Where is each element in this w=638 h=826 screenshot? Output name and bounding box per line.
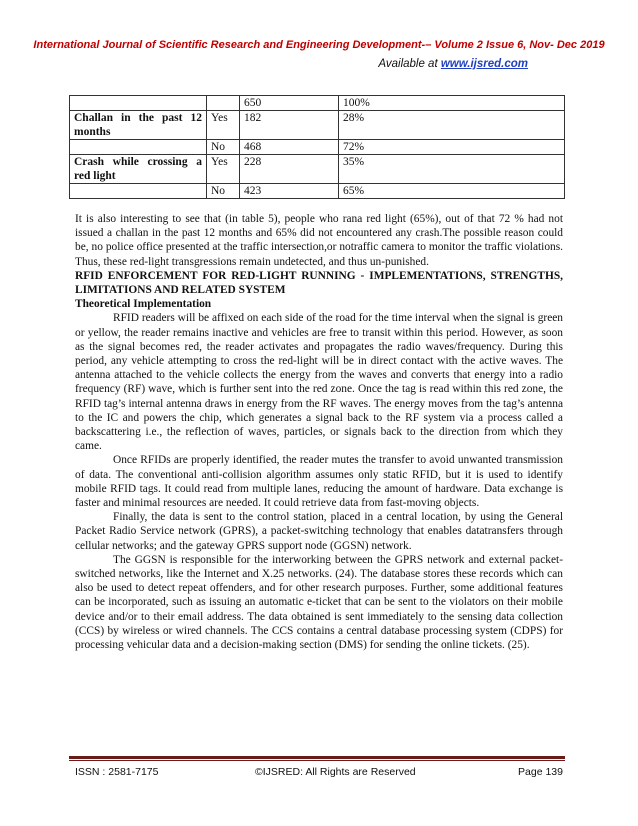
footer-divider	[69, 756, 565, 759]
table-cell-count: 423	[240, 184, 339, 199]
table-cell-label	[70, 140, 207, 155]
table-cell-percent: 35%	[339, 155, 565, 184]
section-heading: RFID ENFORCEMENT FOR RED-LIGHT RUNNING - IMPLEMENTATIONS, STRENGTHS, LIMITATIONS AND RELATED SYSTEM	[75, 269, 563, 297]
table-cell-answer: Yes	[207, 155, 240, 184]
footer-page-number: Page 139	[518, 766, 563, 778]
footer-issn: ISSN : 2581-7175	[75, 766, 159, 778]
subsection-heading: Theoretical Implementation	[75, 298, 212, 311]
table-cell-answer	[207, 96, 240, 111]
table-cell-count: 182	[240, 111, 339, 140]
availability-line	[378, 58, 528, 70]
journal-website-link[interactable]: www.ijsred.com	[440, 58, 528, 70]
table-cell-percent: 28%	[339, 111, 565, 140]
table-cell-answer: No	[207, 140, 240, 155]
table-cell-count: 228	[240, 155, 339, 184]
table-cell-answer: No	[207, 184, 240, 199]
table-cell-label: Crash while crossing a red light	[70, 155, 207, 184]
available-label: Available at	[378, 58, 441, 70]
table-cell-count: 650	[240, 96, 339, 111]
paragraph-ggsn: The GGSN is responsible for the interworking between the GPRS network and external packet-switched networks, like the Internet and X.25 networks. (24). The database stores these records which can also be used to detect repeat offenders, and for other research purposes. Further, some additional features can be incorporated, such as issuing an automatic e-ticket that can be sent to the violators on their mobile device and/or to their email address. The data obtained is sent immediately to the sensing data collection (CCS) by wireless or wired channels. The CCS contains a central database processing system (CDPS) for processing vehicular data and a decision-making section (DMS) for sending the online tickets. (25).	[75, 553, 563, 652]
footer-divider-thin	[69, 760, 565, 761]
footer-rights: ©IJSRED: All Rights are Reserved	[255, 766, 416, 778]
table-row	[70, 155, 565, 184]
table-cell-percent: 65%	[339, 184, 565, 199]
table-row	[70, 140, 565, 155]
table-cell-label: Challan in the past 12 months	[70, 111, 207, 140]
paragraph-gprs: Finally, the data is sent to the control station, placed in a central location, by using the General Packet Radio Service network (GPRS), a packet-switching technology that enables datatransfers through cellular networks; and the gateway GPRS support node (GGSN) network.	[75, 511, 563, 552]
journal-header: International Journal of Scientific Research and Engineering Development-– Volume 2 Issue 6, Nov- Dec 2019	[33, 39, 605, 51]
table-row	[70, 111, 565, 140]
table-row	[70, 96, 565, 111]
paragraph-intro: It is also interesting to see that (in table 5), people who rana red light (65%), out of that 72 % had not issued a challan in the past 12 months and 65% did not encountered any crash.The possible reason could be, no police office presented at the traffic intersection,or notraffic camera to monitor the traffic violations. Thus, these red-light transgressions remain undetected, and thus un-punished.	[75, 213, 563, 268]
table-cell-count: 468	[240, 140, 339, 155]
table-cell-percent: 72%	[339, 140, 565, 155]
results-table	[69, 95, 565, 199]
table-cell-label	[70, 184, 207, 199]
article-body	[75, 212, 563, 652]
table-cell-label	[70, 96, 207, 111]
paragraph-rfid-identification: Once RFIDs are properly identified, the reader mutes the transfer to avoid unwanted transmission of data. The conventional anti-collision algorithm assumes only static RFID, but it is used to identify mobile RFID tags. It could read from multiple lanes, reducing the amount of hardware. Data exchange is faster and minimal resources are needed. It could retrieve data from fast-moving objects.	[75, 454, 563, 510]
table-cell-percent: 100%	[339, 96, 565, 111]
table-cell-answer: Yes	[207, 111, 240, 140]
table-row	[70, 184, 565, 199]
paragraph-rfid-readers: RFID readers will be affixed on each side of the road for the time interval when the signal is green or yellow, the reader remains inactive and vehicles are free to transit within this period. However, as soon as the signal becomes red, the reader activates and propagates the radio waves/frequency. During this period, any vehicle attempting to cross the red-light will be in direct contact with the active waves. The antenna attached to the vehicle collects the energy from the waves and converts that energy into a radio frequency (RF) wave, which is further sent into the red zone. Once the tag is read within this red zone, the RFID tag’s internal antenna draws in energy from the RF waves. The energy moves from the tag’s antenna to the IC and powers the chip, which generates a signal back to the RF system via a process called a backscattering i.e., the reflection of waves, particles, or signals back to the direction from which they came.	[75, 312, 563, 453]
